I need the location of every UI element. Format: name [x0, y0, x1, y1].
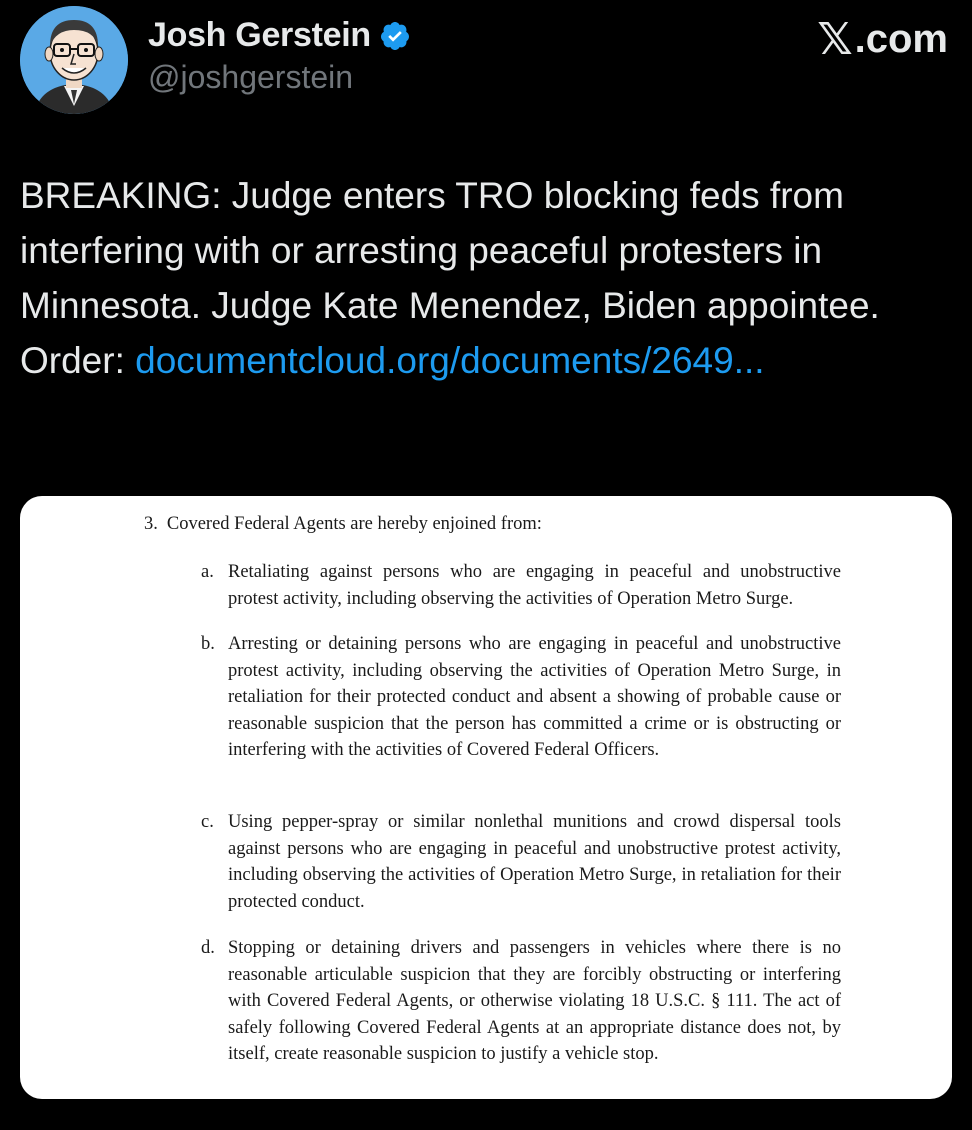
- order-item-a: [201, 559, 841, 612]
- order-heading: [144, 514, 542, 535]
- tweet-text: [20, 168, 955, 388]
- court-order-excerpt: [20, 496, 952, 1099]
- order-item-c: [201, 809, 841, 915]
- tweet-header: [20, 6, 952, 116]
- order-item-letter: b.: [201, 634, 215, 654]
- order-heading-text: Covered Federal Agents are hereby enjoined from:: [166, 514, 542, 534]
- order-item-d: [201, 935, 841, 1068]
- order-item-text: Stopping or detaining drivers and passengers in vehicles where there is no reasonable articulable suspicion that they are forcibly obstructing or interfering with Covered Federal Agents, or otherwise violating 18 U.S.C. § 111. The act of safely following Covered Federal Agents at an appropriate distance does not, by itself, create reasonable suspicion to justify a vehicle stop.: [228, 938, 841, 1064]
- order-item-text: Arresting or detaining persons who are engaging in peaceful and unobstructive protest activity, including observing the activities of Operation Metro Surge, in retaliation for their protected conduct and absent a showing of probable cause or reasonable suspicion that the person has committed a crime or is obstructing or interfering with the activities of Covered Federal Officers.: [228, 634, 841, 760]
- order-item-text: Using pepper-spray or similar nonlethal munitions and crowd dispersal tools against persons who are engaging in peaceful and unobstructive protest activity, including observing the activities of Operation Metro Surge, in retaliation for their protected conduct.: [228, 812, 841, 912]
- caricature-avatar-icon: [20, 6, 128, 114]
- tweet-link[interactable]: documentcloud.org/documents/2649...: [135, 340, 765, 381]
- display-name-row: [148, 16, 411, 55]
- site-badge-label: .com: [854, 17, 948, 61]
- site-badge: [817, 14, 948, 65]
- order-item-letter: a.: [201, 562, 214, 582]
- order-item-letter: d.: [201, 938, 215, 958]
- author-handle[interactable]: @joshgerstein: [148, 59, 354, 95]
- verified-badge-icon: [379, 20, 411, 52]
- order-heading-number: 3.: [144, 514, 158, 534]
- author-avatar[interactable]: [20, 6, 128, 114]
- order-item-text: Retaliating against persons who are engaging in peaceful and unobstructive protest activity, including observing the activities of Operation Metro Surge.: [228, 562, 841, 609]
- x-logo-icon: 𝕏: [817, 14, 853, 65]
- attached-image[interactable]: [20, 496, 952, 1099]
- order-item-b: [201, 631, 841, 764]
- tweet-body: BREAKING: Judge enters TRO blocking feds from interfering with or arresting peaceful protesters in Minnesota. Judge Kate Menendez, Biden appointee. Order:: [20, 175, 880, 381]
- author-names: [148, 16, 411, 96]
- order-item-letter: c.: [201, 812, 214, 832]
- author-display-name[interactable]: Josh Gerstein: [148, 16, 371, 54]
